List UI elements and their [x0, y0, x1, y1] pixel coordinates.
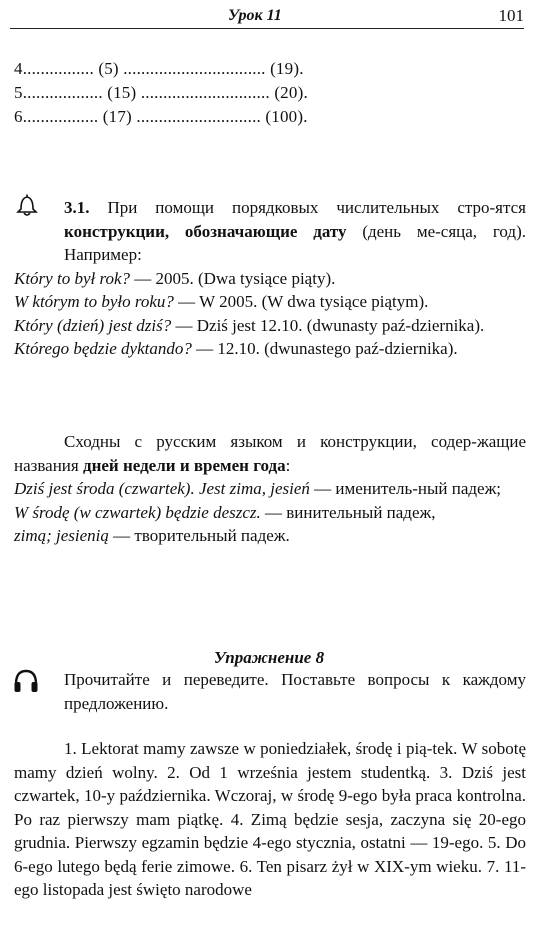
example-line: Którego będzie dyktando? — 12.10. (dwunastego paź-dziernika).	[14, 339, 458, 358]
section-3-1-continued	[14, 430, 526, 548]
section-intro: 3.1. При помощи порядковых числительных стро-ятся конструкции, обозначающие дату (день ме-сяца, год). Например:	[64, 198, 526, 264]
headphones-icon	[13, 668, 39, 694]
running-title: Урок 11	[228, 7, 282, 24]
example-line: Który (dzień) jest dziś? — Dziś jest 12.10. (dwunasty paź-dziernika).	[14, 315, 485, 335]
case-line: Dziś jest środa (czwartek). Jest zima, jesień — именитель-ный падеж;	[14, 479, 502, 498]
page-header	[10, 4, 524, 29]
fill-in-lines	[14, 57, 434, 129]
paragraph: Сходны с русским языком и конструкции, содер-жащие названия дней недели и времен года:	[14, 432, 526, 475]
exercise-body: 1. Lektorat mamy zawsze w poniedziałek, środę i pią-tek. W sobotę mamy dzień wolny. 2. Od 1 września jestem studentką. 3. Dziś jest czwartek, 10-y października. Wczoraj, w środę 9-ego była praca kontrolna. Po raz pierwszy mam piątkę. 4. Zimą będzie sesja, zaczyna się 20-ego grudnia. Pierwszy egzamin będzie 4-ego stycznia, ostatni — 19-ego. 5. Do 6-ego lutego będą ferie zimowe. 6. Ten pisarz żył w XIX-ym wieku. 7. 11-ego listopada jest święto narodowe	[14, 739, 526, 899]
fill-line: 4................ (5) ................................ (19).	[14, 59, 304, 78]
case-line: W środę (w czwartek) będzie deszcz. — винительный падеж,	[14, 502, 436, 522]
section-3-1	[14, 196, 526, 361]
section-number: 3.1.	[64, 198, 90, 217]
exercise-title: Упражнение 8	[213, 648, 325, 667]
case-line: zimą; jesienią — творительный падеж.	[14, 526, 290, 545]
fill-line: 5.................. (15) ............................. (20).	[14, 83, 308, 102]
bold-term: конструкции, обозначающие дату	[64, 221, 347, 241]
bold-term: дней недели и времен года	[82, 455, 286, 475]
example-line: Który to był rok? — 2005. (Dwa tysiące piąty).	[14, 268, 336, 288]
page-number: 101	[498, 6, 524, 25]
example-line: W którym to było roku? — W 2005. (W dwa tysiące piątym).	[14, 292, 429, 311]
fill-line: 6................. (17) ............................ (100).	[14, 107, 308, 126]
exercise-instruction: Прочитайте и переведите. Поставьте вопросы к каждому предложению.	[64, 670, 526, 713]
